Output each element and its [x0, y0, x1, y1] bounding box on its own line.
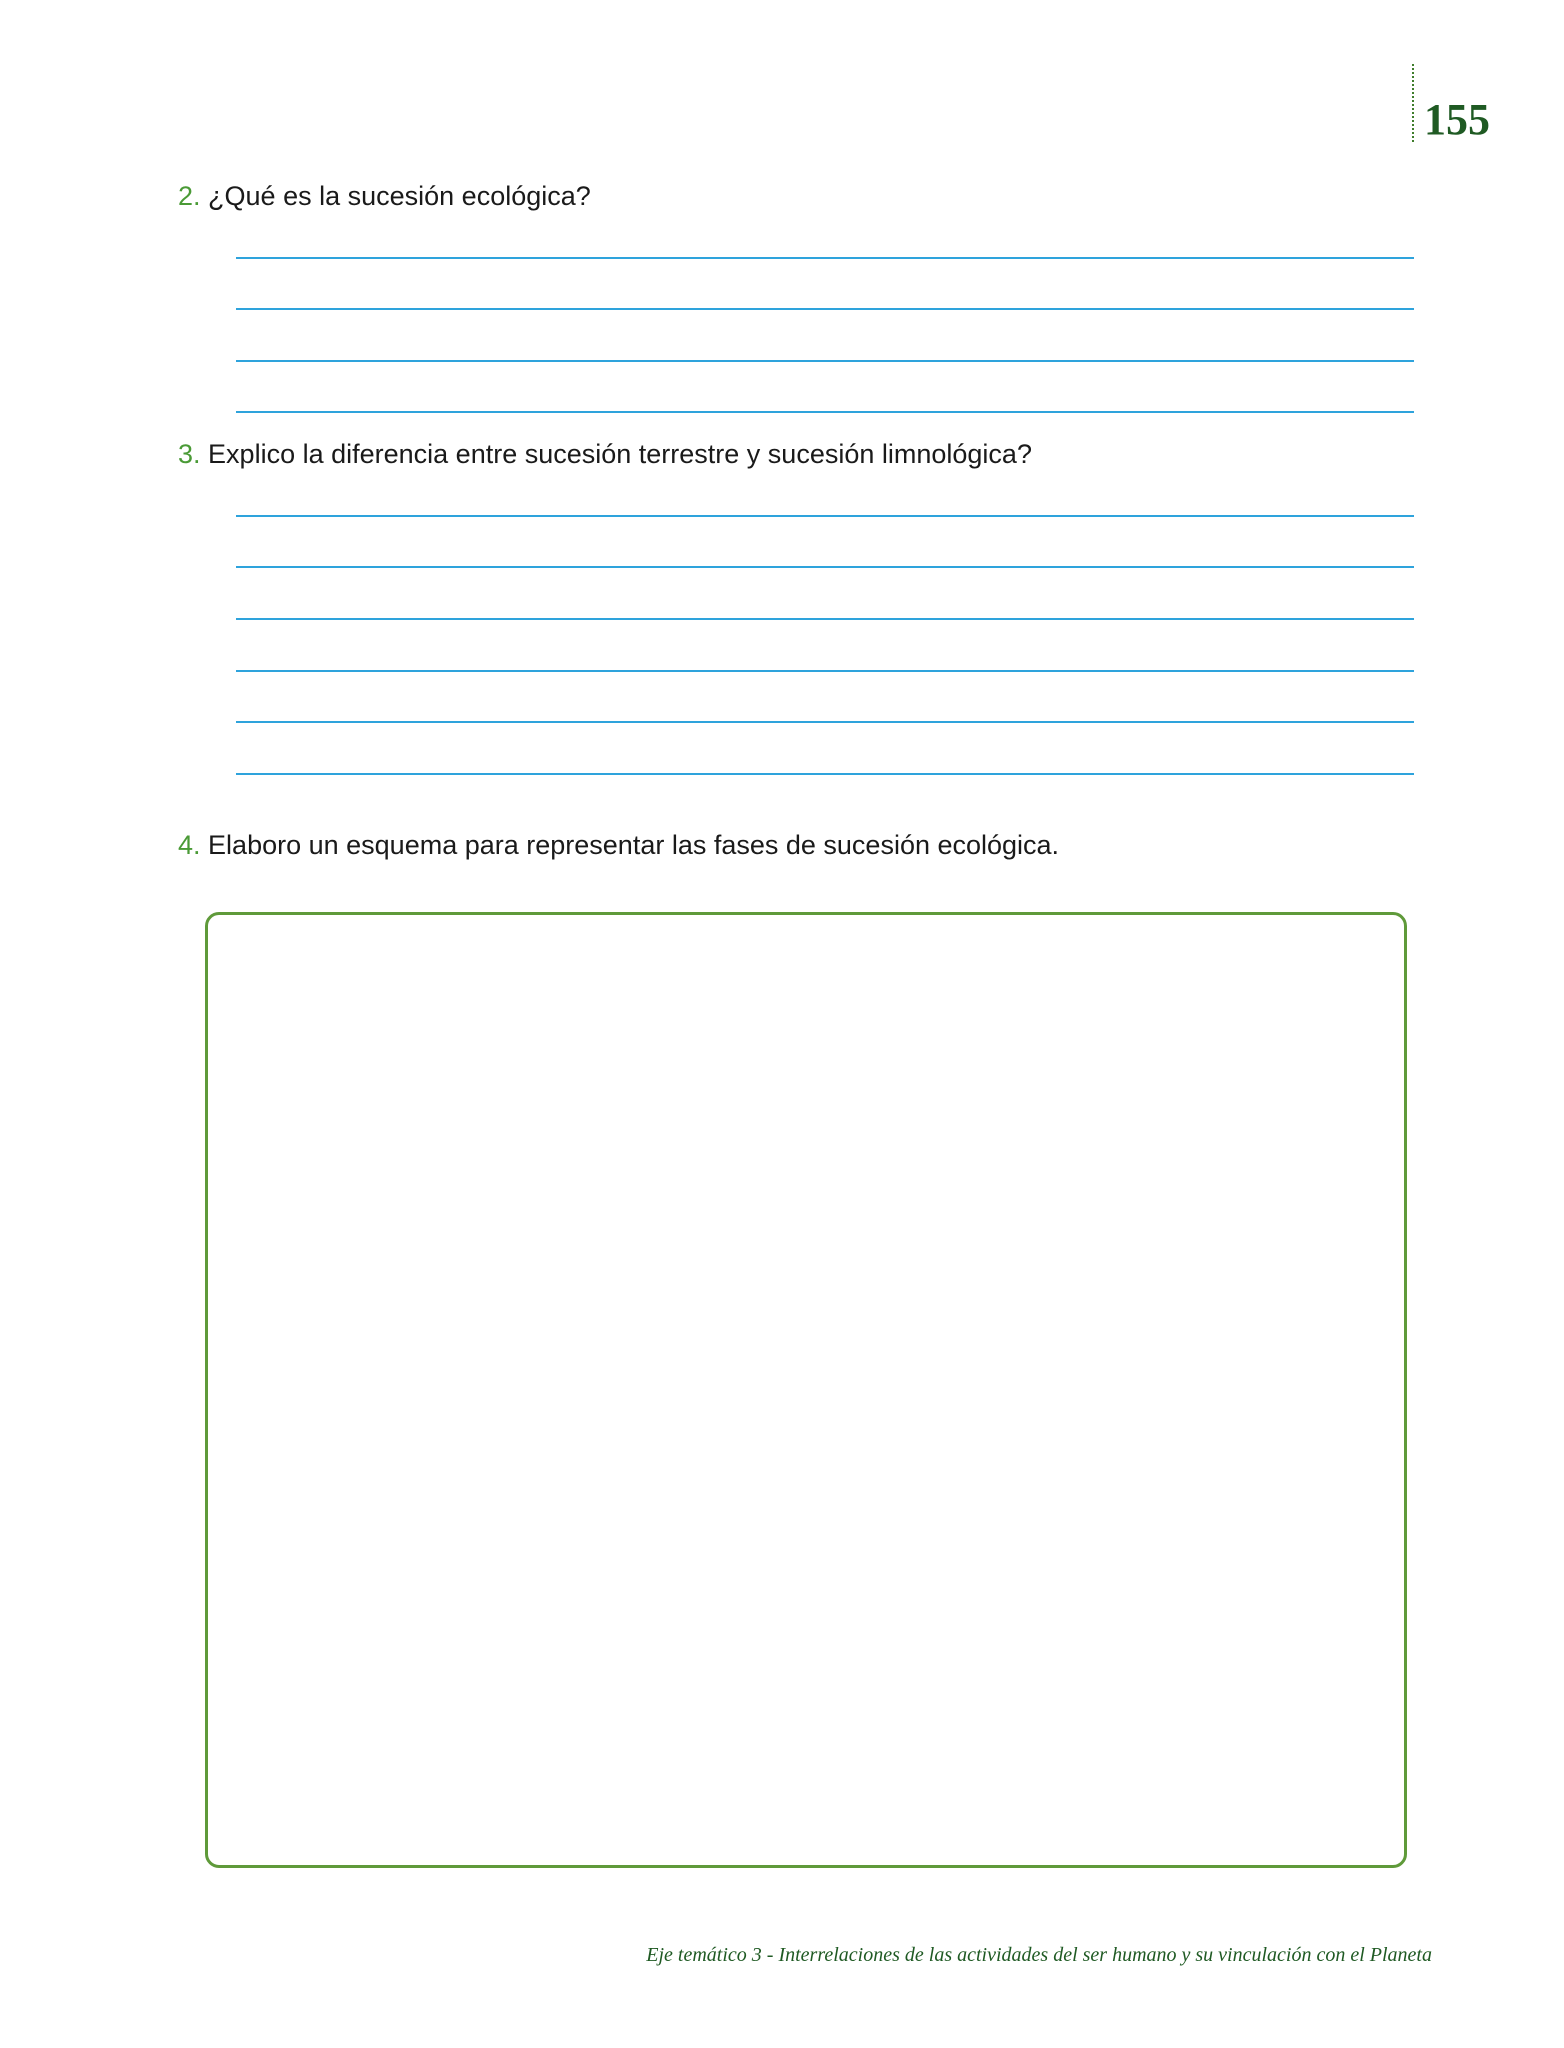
page-number-rule — [1412, 64, 1414, 142]
question-4 — [178, 832, 1059, 859]
answer-line[interactable] — [236, 360, 1414, 362]
answer-line[interactable] — [236, 670, 1414, 672]
question-3 — [178, 441, 1032, 468]
answer-line[interactable] — [236, 257, 1414, 259]
footer-text: Eje temático 3 - Interrelaciones de las actividades del ser humano y su vinculación con el Planeta — [646, 1944, 1432, 1966]
answer-line[interactable] — [236, 515, 1414, 517]
answer-line[interactable] — [236, 411, 1414, 413]
answer-line[interactable] — [236, 308, 1414, 310]
question-4-number: 4. — [178, 830, 201, 860]
question-3-text: Explico la diferencia entre sucesión terrestre y sucesión limnológica? — [208, 439, 1032, 469]
answer-line[interactable] — [236, 566, 1414, 568]
question-2-text: ¿Qué es la sucesión ecológica? — [208, 181, 591, 211]
question-2-number: 2. — [178, 181, 201, 211]
sketch-box[interactable] — [205, 912, 1407, 1868]
answer-line[interactable] — [236, 721, 1414, 723]
question-4-text: Elaboro un esquema para representar las fases de sucesión ecológica. — [208, 830, 1060, 860]
question-3-number: 3. — [178, 439, 201, 469]
question-2 — [178, 183, 591, 210]
answer-line[interactable] — [236, 773, 1414, 775]
answer-line[interactable] — [236, 618, 1414, 620]
page-number: 155 — [1424, 95, 1490, 144]
